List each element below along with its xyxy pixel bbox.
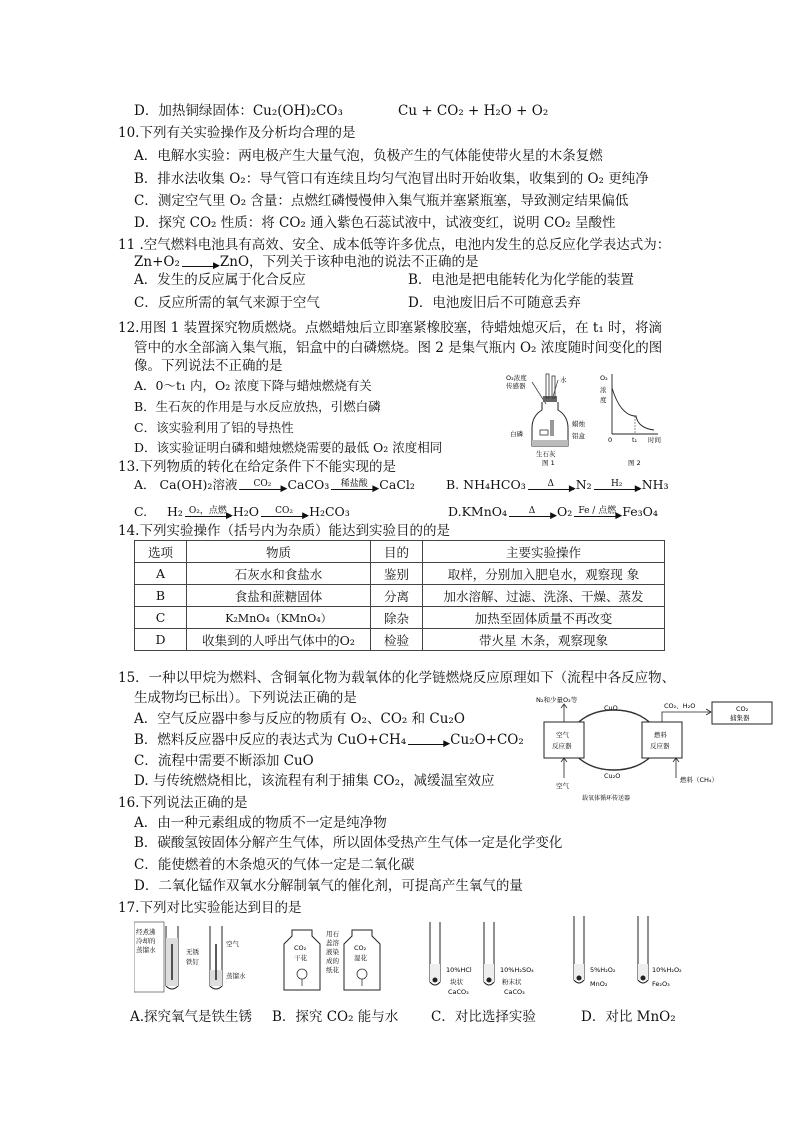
fig15-fuel-reactor-2: 反应器	[650, 742, 670, 750]
fig1-al-box-label: 铝盒	[572, 432, 585, 440]
table-header: 物质	[187, 541, 371, 563]
q9-option-d-products: Cu + CO₂ + H₂O + O₂	[398, 103, 549, 119]
figB-b2-flower: 湿花	[354, 954, 367, 962]
q15-stem-2: 生成物均已标出）。下列说法正确的是	[134, 690, 357, 706]
q12-stem-1: 12.用图 1 装置探究物质燃烧。点燃蜡烛后立即塞紧橡胶塞，待蜡烛熄灭后，在 t₁ 时，将滴	[118, 320, 663, 336]
fig2-time-label: 时间	[648, 436, 661, 444]
q11-option-d: D．电池废旧后不可随意丢弃	[408, 295, 581, 311]
figD-catalyst-1: MnO₂	[590, 980, 608, 988]
figA-air-label: 空气	[226, 940, 239, 948]
q13-c-middle: H₂O	[232, 504, 260, 519]
figD-h2o2-2: 10%H₂O₂	[652, 966, 682, 974]
table-row	[135, 563, 665, 585]
figA-l3: 蒸馏水	[136, 946, 156, 954]
table-cell: 收集到的人呼出气体中的O₂	[187, 629, 371, 651]
q16-option-c: C．能使燃着的木条熄灭的气体一定是二氧化碳	[134, 857, 415, 873]
q15-b-left: B．燃料反应器中反应的表达式为 CuO+CH₄	[134, 732, 407, 748]
fig1-water-label: 水	[560, 376, 567, 384]
fig15-capture-2: 捕集器	[730, 714, 750, 722]
figB-b1-gas: CO₂	[294, 944, 307, 952]
fig2-o2-label: O₂	[600, 374, 608, 382]
q13-c-product: H₂CO₃	[309, 504, 350, 519]
table-cell: 带火星 木条，观察现象	[423, 629, 665, 651]
fig2-conc1-label: 浓	[600, 386, 607, 394]
q17-option-d: D．对比 MnO₂	[581, 1009, 676, 1025]
table-cell: 取样，分别加入肥皂水，观察现 象	[423, 563, 665, 585]
q13-c-reactant: H₂	[166, 504, 183, 519]
q13-option-d	[448, 503, 658, 521]
table-cell: B	[135, 585, 187, 607]
q15-option-b	[134, 731, 524, 749]
fig15-air-reactor-1: 空气	[556, 731, 569, 739]
table-cell: 鉴别	[371, 563, 423, 585]
table-cell: 食盐和蔗糖固体	[187, 585, 371, 607]
figB-b2-gas: CO₂	[354, 944, 367, 952]
figC-solid-2b: CaCO₃	[504, 988, 525, 996]
q11-stem: 11 .空气燃料电池具有高效、安全、成本低等许多优点，电池内发生的总反应化学表达式为：	[118, 237, 671, 253]
table-cell: C	[135, 607, 187, 629]
q13-stem: 13.下列物质的转化在给定条件下不能实现的是	[118, 459, 396, 475]
table-cell: K₂MnO₄（KMnO₄）	[187, 607, 371, 629]
fig1-candle-label: 蜡烛	[572, 420, 585, 428]
q13-option-b	[446, 476, 669, 494]
fig1-sensor-label: 传感器	[506, 382, 526, 390]
figC-acid-2: 10%H₂SO₄	[500, 966, 534, 974]
fig15-cu2o-label: Cu₂O	[604, 772, 621, 780]
fig1-lime-label: 生石灰	[536, 450, 556, 458]
figB-l5: 纸花	[326, 966, 339, 974]
arrow-icon: O₂，点燃 ▶	[185, 508, 231, 518]
table-cell: 分离	[371, 585, 423, 607]
q13-b-prefix: B.	[446, 477, 460, 492]
q13-b-reactant: NH₄HCO₃	[463, 477, 526, 492]
table-header: 选项	[135, 541, 187, 563]
q12-option-b: B．生石灰的作用是与水反应放热，引燃白磷	[134, 399, 381, 414]
q17-figure-a	[134, 920, 254, 1000]
q15-option-a: A．空气反应器中参与反应的物质有 O₂、CO₂ 和 Cu₂O	[134, 711, 465, 727]
q9-option-d: D．加热铜绿固体：Cu₂(OH)₂CO₃	[134, 103, 343, 119]
fig2-origin-label: 0	[608, 436, 613, 444]
q15-stem-1: 15．一种以甲烷为燃料、含铜氧化物为载氧体的化学链燃烧反应原理如下（流程中各反应物、	[118, 670, 676, 686]
arrow-icon: H₂ ▶	[594, 481, 640, 491]
figB-l4: 成的	[326, 957, 339, 965]
q14-table	[134, 540, 665, 651]
fig15-caption: 载氧体循环传送器	[582, 795, 631, 802]
fig15-air-reactor-2: 反应器	[552, 742, 572, 750]
table-cell: 加水溶解、过滤、洗涤、干燥、蒸发	[423, 585, 665, 607]
figD-catalyst-2: Fe₂O₃	[652, 980, 670, 988]
q11-eq-left: Zn+O₂	[134, 254, 180, 270]
q13-option-a	[134, 476, 415, 494]
q17-figure-b	[282, 920, 402, 1000]
q16-option-a: A．由一种元素组成的物质不一定是纯净物	[134, 815, 387, 831]
q13-a-prefix: A．	[134, 477, 156, 492]
fig2-caption: 图 2	[628, 459, 641, 466]
q16-stem: 16.下列说法正确的是	[118, 795, 248, 811]
figB-l1: 用石	[326, 930, 339, 938]
q12-option-d: D．该实验证明白磷和蜡烛燃烧需要的最低 O₂ 浓度相同	[134, 440, 443, 455]
q15-b-right: Cu₂O+CO₂	[450, 732, 524, 748]
q13-a-product: CaCl₂	[379, 477, 415, 492]
table-cell: 石灰水和食盐水	[187, 563, 371, 585]
q13-d-reactant: KMnO₄	[461, 504, 508, 519]
arrow-icon: Δ ▶	[528, 481, 574, 491]
q13-b-middle: N₂	[575, 477, 592, 492]
q17-figure-d	[562, 914, 682, 1000]
q12-figure-1	[502, 366, 602, 466]
figC-solid-1: 块状	[450, 978, 463, 986]
table-row	[135, 629, 665, 651]
figA-l5: 铁钉	[186, 958, 199, 966]
q11-option-c: C．反应所需的氧气来源于空气	[134, 295, 320, 311]
figD-h2o2-1: 5%H₂O₂	[590, 966, 616, 974]
q11-option-b: B．电池是把电能转化为化学能的装置	[408, 272, 634, 288]
q11-equation	[134, 253, 479, 271]
table-cell: D	[135, 629, 187, 651]
figA-l2: 冷却的	[136, 937, 156, 945]
table-cell: 除杂	[371, 607, 423, 629]
arrow-icon: ▶	[182, 258, 218, 268]
fig1-o2-label: O₂浓度	[506, 374, 527, 382]
q10-option-c: C．测定空气里 O₂ 含量：点燃红磷慢慢伸入集气瓶并塞紧瓶塞，导致测定结果偏低	[134, 193, 629, 209]
q13-a-middle: CaCO₃	[287, 477, 330, 492]
fig15-n2-label: N₂和少量O₂等	[536, 696, 578, 704]
figB-l2: 蕊溶	[326, 939, 339, 947]
q15-option-d: D. 与传统燃烧相比，该流程有利于捕集 CO₂，减缓温室效应	[134, 773, 495, 789]
q12-stem-2: 管中的水全部滴入集气瓶，铝盒中的白磷燃烧。图 2 是集气瓶内 O₂ 浓度随时间变化的图	[134, 340, 663, 356]
figC-solid-2: 粉末状	[502, 978, 522, 986]
q13-d-prefix: D.	[448, 504, 462, 519]
q11-eq-right: ZnO，下列关于该种电池的说法不正确的是	[219, 254, 479, 270]
fig2-conc2-label: 度	[600, 396, 607, 404]
fig15-fuel-reactor-1: 燃料	[654, 731, 667, 739]
arrow-icon: CO₂ ▶	[261, 508, 307, 518]
table-row	[135, 607, 665, 629]
table-header: 目的	[371, 541, 423, 563]
q10-option-a: A．电解水实验：两电极产生大量气泡，负极产生的气体能使带火星的木条复燃	[134, 148, 603, 164]
q13-d-middle: O₂	[557, 504, 573, 519]
q17-stem: 17.下列对比实验能达到目的是	[118, 900, 302, 916]
arrow-icon: Fe / 点燃 ▶	[574, 508, 620, 518]
table-cell: 检验	[371, 629, 423, 651]
q10-option-d: D．探究 CO₂ 性质：将 CO₂ 通入紫色石蕊试液中，试液变红，说明 CO₂ 呈酸性	[134, 215, 616, 231]
q17-option-a: A.探究氧气是铁生锈	[130, 1009, 253, 1025]
fig1-caption: 图 1	[542, 459, 555, 466]
figA-l1: 经煮沸	[136, 928, 156, 936]
q12-option-c: C．该实验利用了铝的导热性	[134, 420, 294, 435]
q17-figure-c	[422, 918, 552, 1000]
fig15-capture-1: CO₂	[736, 705, 749, 713]
table-cell: A	[135, 563, 187, 585]
fig2-t1-label: t₁	[632, 436, 638, 444]
q10-option-b: B．排水法收集 O₂：导气管口有连续且均匀气泡冒出时开始收集，收集到的 O₂ 更纯净	[134, 171, 649, 187]
q14-stem: 14.下列实验操作（括号内为杂质）能达到实验目的的是	[118, 523, 450, 539]
fig1-white-phosphorus-label: 白磷	[510, 430, 523, 438]
q13-b-product: NH₃	[641, 477, 669, 492]
q12-option-a: A．0～t₁ 内，O₂ 浓度下降与蜡烛燃烧有关	[134, 378, 372, 393]
table-cell: 加热至固体质量不再改变	[423, 607, 665, 629]
q13-a-reactant: Ca(OH)₂溶液	[159, 477, 238, 492]
fig15-co2h2o-label: CO₂、H₂O	[664, 702, 696, 710]
q10-stem: 10.下列有关实验操作及分析均合理的是	[118, 125, 356, 141]
arrow-icon: Δ ▶	[509, 508, 555, 518]
figA-water-label: 蒸馏水	[226, 972, 246, 980]
figC-acid-1: 10%HCl	[446, 966, 472, 974]
arrow-icon: CO₂ ▶	[239, 481, 285, 491]
q15-option-c: C．流程中需要不断添加 CuO	[134, 753, 314, 769]
figA-l4: 无锈	[186, 948, 199, 956]
q13-option-c	[134, 503, 350, 521]
figB-b1-flower: 干花	[294, 954, 307, 962]
table-row	[135, 585, 665, 607]
table-header-row	[135, 541, 665, 563]
q12-stem-3: 像。下列说法不正确的是	[134, 358, 283, 374]
figB-l3: 液染	[326, 948, 339, 956]
q17-option-b: B．探究 CO₂ 能与水	[272, 1009, 399, 1025]
q13-c-prefix: C.	[134, 504, 148, 519]
table-header: 主要实验操作	[423, 541, 665, 563]
arrow-icon: ▶	[408, 736, 448, 746]
arrow-icon: 稀盐酸 ▶	[331, 481, 377, 491]
q12-figure-2	[598, 366, 670, 466]
fig15-air-label: 空气	[556, 782, 569, 790]
fig15-fuel-label: 燃料（CH₄）	[680, 776, 719, 784]
figC-solid-1b: CaCO₃	[448, 988, 469, 996]
q11-option-a: A．发生的反应属于化合反应	[134, 272, 306, 288]
fig15-cuo-label: CuO	[604, 704, 618, 712]
q15-figure	[530, 692, 780, 806]
q16-option-b: B．碳酸氢铵固体分解产生气体，所以固体受热产生气体一定是化学变化	[134, 835, 563, 851]
q13-d-product: Fe₃O₄	[622, 504, 658, 519]
q17-option-c: C．对比选择实验	[431, 1009, 536, 1025]
q16-option-d: D．二氧化锰作双氧水分解制氧气的催化剂，可提高产生氧气的量	[134, 878, 523, 894]
